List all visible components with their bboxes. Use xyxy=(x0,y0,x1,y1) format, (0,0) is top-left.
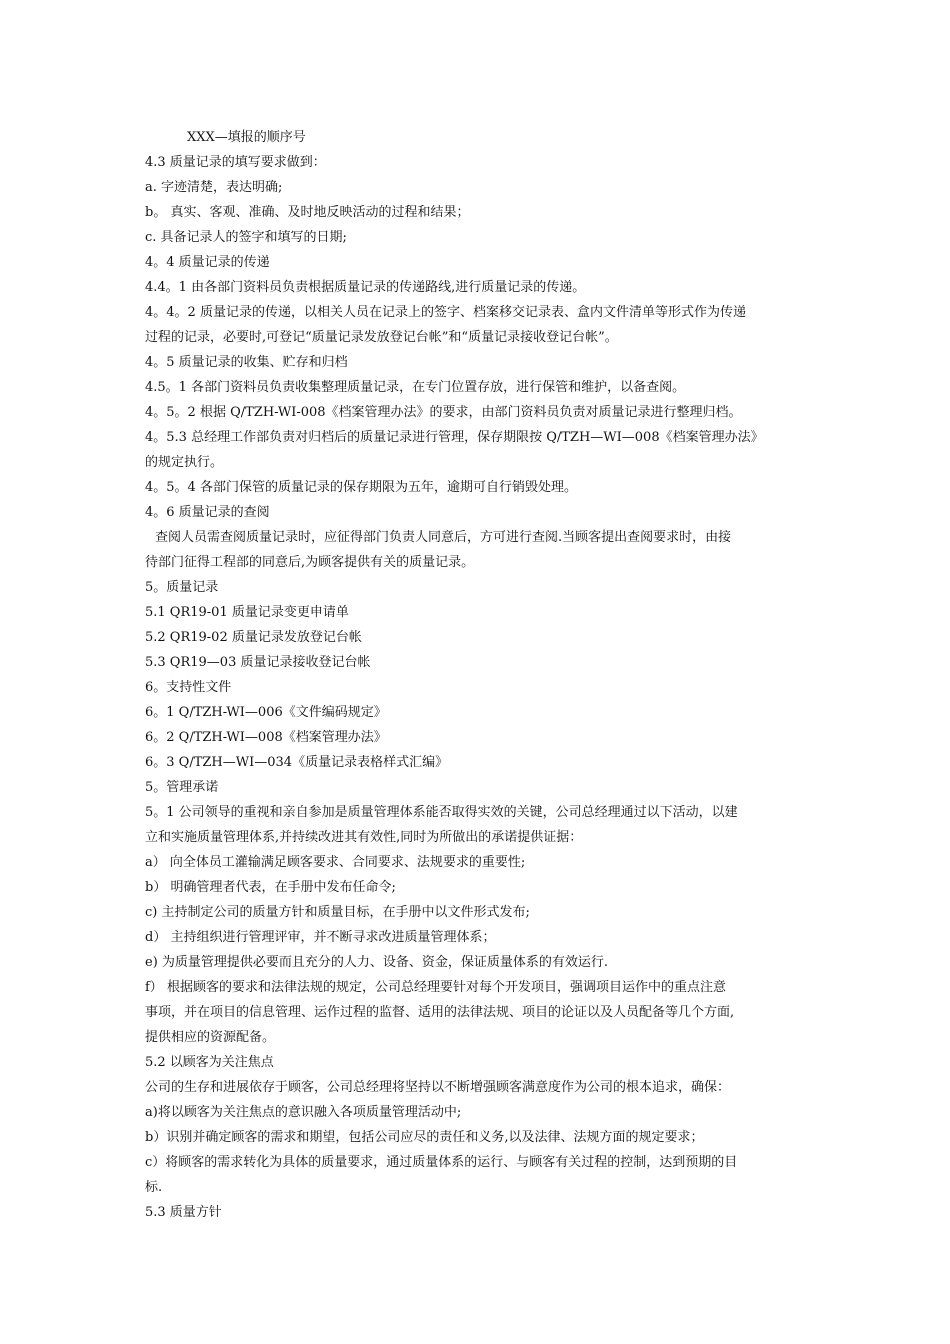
text-line: 4。4。2 质量记录的传递，以相关人员在记录上的签字、档案移交记录表、盒内文件清单等形式作为传递 xyxy=(145,305,746,320)
list-item: f） 根据顾客的要求和法律法规的规定，公司总经理要针对每个开发项目，强调项目运作中的重点注意 xyxy=(145,980,726,995)
list-item: 6。2 Q/TZH-WI—008《档案管理办法》 xyxy=(145,730,387,745)
section-heading: 4.3 质量记录的填写要求做到： xyxy=(145,155,326,170)
list-item: d） 主持组织进行管理评审，并不断寻求改进质量管理体系； xyxy=(145,930,496,945)
text-line: 标. xyxy=(145,1180,163,1195)
list-item: c）将顾客的需求转化为具体的质量要求，通过质量体系的运行、与顾客有关过程的控制，达到预期的目 xyxy=(145,1155,738,1170)
text-line: 立和实施质量管理体系,并持续改进其有效性,同时为所做出的承诺提供证据： xyxy=(145,830,583,845)
section-heading: 4。6 质量记录的查阅 xyxy=(145,505,270,520)
text-line: 待部门征得工程部的同意后,为顾客提供有关的质量记录。 xyxy=(145,555,475,570)
list-item: e) 为质量管理提供必要而且充分的人力、设备、资金，保证质量体系的有效运行. xyxy=(145,955,609,970)
section-heading: 4。5 质量记录的收集、贮存和归档 xyxy=(145,355,348,370)
text-line: 4。5.3 总经理工作部负责对归档后的质量记录进行管理，保存期限按 Q/TZH—WI—008《档案管理办法》 xyxy=(145,430,764,445)
list-item: b）识别并确定顾客的需求和期望，包括公司应尽的责任和义务,以及法律、法规方面的规定要求； xyxy=(145,1130,704,1145)
section-heading: 6。支持性文件 xyxy=(145,680,232,695)
text-line: 过程的记录，必要时,可登记“质量记录发放登记台帐”和“质量记录接收登记台帐”。 xyxy=(145,330,618,345)
text-line: XXX—填报的顺序号 xyxy=(187,130,306,145)
list-item: a. 字迹清楚，表达明确; xyxy=(145,180,283,195)
list-item: c. 具备记录人的签字和填写的日期; xyxy=(145,230,347,245)
list-item: a)将以顾客为关注焦点的意识融入各项质量管理活动中; xyxy=(145,1105,462,1120)
list-item: 5.3 QR19—03 质量记录接收登记台帐 xyxy=(145,655,371,670)
list-item: 6。3 Q/TZH—WI—034《质量记录表格样式汇编》 xyxy=(145,755,449,770)
document-body xyxy=(145,125,805,1225)
section-heading: 5.3 质量方针 xyxy=(145,1205,222,1220)
text-line: 提供相应的资源配备。 xyxy=(145,1030,276,1045)
text-line: 事项，并在项目的信息管理、运作过程的监督、适用的法律法规、项目的论证以及人员配备等几个方面, xyxy=(145,1005,735,1020)
text-line: 5。1 公司领导的重视和亲自参加是质量管理体系能否取得实效的关键，公司总经理通过以下活动，以建 xyxy=(145,805,738,820)
list-item: 6。1 Q/TZH-WI—006《文件编码规定》 xyxy=(145,705,387,720)
section-heading: 5。质量记录 xyxy=(145,580,219,595)
section-heading: 5。管理承诺 xyxy=(145,780,219,795)
text-line: 4.5。1 各部门资料员负责收集整理质量记录，在专门位置存放，进行保管和维护，以备查阅。 xyxy=(145,380,686,395)
text-line: 4。5。4 各部门保管的质量记录的保存期限为五年，逾期可自行销毁处理。 xyxy=(145,480,577,495)
list-item: 5.2 QR19-02 质量记录发放登记台帐 xyxy=(145,630,362,645)
list-item: b。 真实、客观、准确、及时地反映活动的过程和结果； xyxy=(145,205,470,220)
text-line: 4。5。2 根据 Q/TZH-WI-008《档案管理办法》的要求，由部门资料员负责对质量记录进行整理归档。 xyxy=(145,405,742,420)
list-item: c) 主持制定公司的质量方针和质量目标，在手册中以文件形式发布; xyxy=(145,905,530,920)
section-heading: 4。4 质量记录的传递 xyxy=(145,255,270,270)
text-line: 查阅人员需查阅质量记录时，应征得部门负责人同意后，方可进行查阅.当顾客提出查阅要求时，由接 xyxy=(155,530,732,545)
list-item: 5.1 QR19-01 质量记录变更申请单 xyxy=(145,605,349,620)
text-line: 4.4。1 由各部门资料员负责根据质量记录的传递路线,进行质量记录的传递。 xyxy=(145,280,586,295)
text-line: 的规定执行。 xyxy=(145,455,224,470)
text-line: 公司的生存和进展依存于顾客，公司总经理将坚持以不断增强顾客满意度作为公司的根本追求，确保： xyxy=(145,1080,731,1095)
list-item: a） 向全体员工灌输满足顾客要求、合同要求、法规要求的重要性; xyxy=(145,855,526,870)
section-heading: 5.2 以顾客为关注焦点 xyxy=(145,1055,274,1070)
list-item: b） 明确管理者代表，在手册中发布任命令; xyxy=(145,880,396,895)
